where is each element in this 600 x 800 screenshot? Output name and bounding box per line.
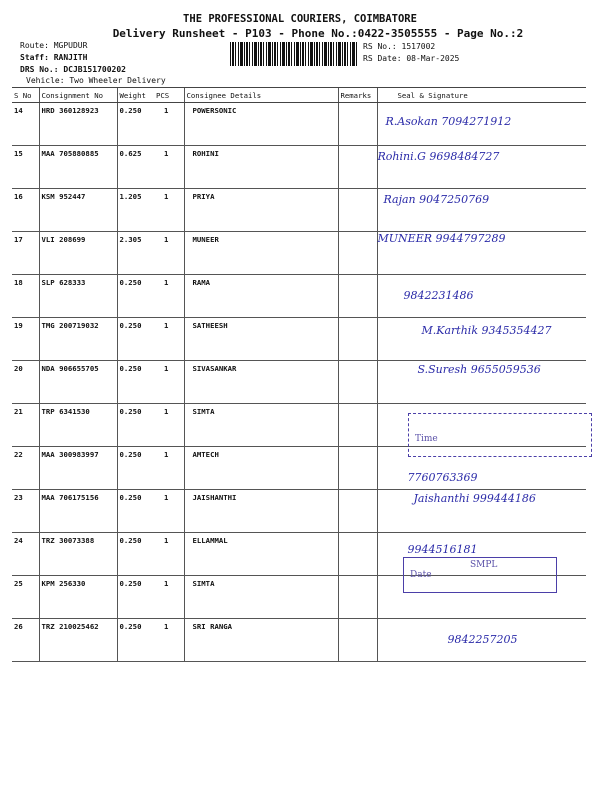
consignment-cell: TRP 6341530 [39, 404, 117, 447]
seal-signature-cell [377, 189, 586, 232]
seal-signature-cell [377, 361, 586, 404]
pcs-cell: 1 [154, 490, 184, 533]
pcs-cell: 1 [154, 576, 184, 619]
col-weight: Weight [117, 88, 154, 103]
pcs-cell: 1 [154, 275, 184, 318]
consignment-cell: KPM 256330 [39, 576, 117, 619]
consignee-cell: SIMTA [184, 404, 338, 447]
col-seal-signature: Seal & Signature [377, 88, 586, 103]
weight-cell: 0.250 [117, 318, 154, 361]
handwritten-signature: MUNEER 9944797289 [377, 232, 506, 245]
consignee-cell: JAISHANTHI [184, 490, 338, 533]
remarks-cell [338, 103, 377, 146]
seal-signature-cell [377, 318, 586, 361]
stamp-smpl-label: SMPL [470, 560, 498, 570]
table-row [12, 146, 586, 189]
pcs-cell: 1 [154, 189, 184, 232]
pcs-cell: 1 [154, 146, 184, 189]
pcs-cell: 1 [154, 533, 184, 576]
table-row [12, 318, 586, 361]
sno-cell: 15 [12, 146, 39, 189]
consignee-cell: AMTECH [184, 447, 338, 490]
sno-cell: 21 [12, 404, 39, 447]
col-consignee: Consignee Details [184, 88, 338, 103]
sno-cell: 17 [12, 232, 39, 275]
consignee-cell: PRIYA [184, 189, 338, 232]
consignment-cell: MAA 300983997 [39, 447, 117, 490]
weight-cell: 0.250 [117, 404, 154, 447]
seal-signature-cell [377, 619, 586, 662]
table-row [12, 619, 586, 662]
remarks-cell [338, 619, 377, 662]
seal-signature-cell [377, 275, 586, 318]
runsheet-subtitle: Delivery Runsheet - P103 - Phone No.:0422-3505555 - Page No.:2 [112, 27, 524, 40]
consignment-cell: TMG 200719032 [39, 318, 117, 361]
handwritten-signature: 9944516181 [407, 543, 478, 556]
weight-cell: 2.305 [117, 232, 154, 275]
consignment-cell: TRZ 210025462 [39, 619, 117, 662]
consignee-cell: RAMA [184, 275, 338, 318]
sno-cell: 19 [12, 318, 39, 361]
weight-cell: 0.625 [117, 146, 154, 189]
remarks-cell [338, 533, 377, 576]
time-stamp [408, 413, 592, 457]
table-row [12, 103, 586, 146]
pcs-cell: 1 [154, 318, 184, 361]
date-stamp [403, 557, 557, 593]
weight-cell: 0.250 [117, 576, 154, 619]
handwritten-signature: S.Suresh 9655059536 [417, 363, 541, 376]
table-row [12, 275, 586, 318]
remarks-cell [338, 404, 377, 447]
weight-cell: 0.250 [117, 361, 154, 404]
weight-cell: 0.250 [117, 275, 154, 318]
weight-cell: 0.250 [117, 447, 154, 490]
consignee-cell: SIMTA [184, 576, 338, 619]
consignment-cell: MAA 705880885 [39, 146, 117, 189]
consignment-cell: NDA 906655705 [39, 361, 117, 404]
remarks-cell [338, 318, 377, 361]
consignment-cell: HRD 360128923 [39, 103, 117, 146]
seal-signature-cell [377, 103, 586, 146]
handwritten-signature: R.Asokan 7094271912 [385, 115, 512, 128]
consignee-cell: SATHEESH [184, 318, 338, 361]
remarks-cell [338, 146, 377, 189]
sno-cell: 24 [12, 533, 39, 576]
remarks-cell [338, 576, 377, 619]
sno-cell: 26 [12, 619, 39, 662]
weight-cell: 0.250 [117, 103, 154, 146]
weight-cell: 0.250 [117, 490, 154, 533]
consignment-cell: SLP 628333 [39, 275, 117, 318]
pcs-cell: 1 [154, 404, 184, 447]
company-title: THE PROFESSIONAL COURIERS, COIMBATORE [183, 13, 417, 25]
handwritten-signature: M.Karthik 9345354427 [421, 324, 552, 337]
table-row [12, 189, 586, 232]
stamp-time-label: Time [415, 434, 438, 444]
table-header-row [12, 88, 586, 103]
sno-cell: 22 [12, 447, 39, 490]
pcs-cell: 1 [154, 232, 184, 275]
sno-cell: 14 [12, 103, 39, 146]
consignment-cell: KSM 952447 [39, 189, 117, 232]
remarks-cell [338, 447, 377, 490]
pcs-cell: 1 [154, 361, 184, 404]
seal-signature-cell [377, 232, 586, 275]
consignee-cell: ROHINI [184, 146, 338, 189]
consignee-cell: ELLAMMAL [184, 533, 338, 576]
remarks-cell [338, 361, 377, 404]
sno-cell: 16 [12, 189, 39, 232]
consignment-cell: VLI 208699 [39, 232, 117, 275]
handwritten-signature: Rohini.G 9698484727 [377, 150, 500, 163]
remarks-cell [338, 232, 377, 275]
consignment-cell: MAA 706175156 [39, 490, 117, 533]
handwritten-signature: Jaishanthi 999444186 [413, 492, 536, 505]
consignee-cell: POWERSONIC [184, 103, 338, 146]
route: Route: MGPUDUR [20, 41, 88, 50]
weight-cell: 0.250 [117, 533, 154, 576]
consignee-cell: SIVASANKAR [184, 361, 338, 404]
col-remarks: Remarks [338, 88, 377, 103]
sno-cell: 20 [12, 361, 39, 404]
table-row [12, 232, 586, 275]
remarks-cell [338, 189, 377, 232]
drs-number: DRS No.: DCJB151700202 [20, 65, 126, 74]
col-consignment: Consignment No [39, 88, 117, 103]
pcs-cell: 1 [154, 447, 184, 490]
weight-cell: 0.250 [117, 619, 154, 662]
sno-cell: 25 [12, 576, 39, 619]
remarks-cell [338, 275, 377, 318]
consignee-cell: MUNEER [184, 232, 338, 275]
sno-cell: 23 [12, 490, 39, 533]
pcs-cell: 1 [154, 619, 184, 662]
handwritten-signature: Rajan 9047250769 [383, 193, 490, 206]
weight-cell: 1.205 [117, 189, 154, 232]
consignment-cell: TRZ 30073388 [39, 533, 117, 576]
rs-date: RS Date: 08-Mar-2025 [363, 54, 460, 63]
staff: Staff: RANJITH [20, 53, 88, 62]
stamp-date-label: Date [410, 570, 432, 580]
seal-signature-cell [377, 146, 586, 189]
vehicle: Vehicle: Two Wheeler Delivery [26, 76, 166, 85]
handwritten-signature: 7760763369 [407, 471, 478, 484]
seal-signature-cell [377, 490, 586, 533]
barcode [230, 42, 358, 66]
table-row [12, 361, 586, 404]
remarks-cell [338, 490, 377, 533]
rs-number: RS No.: 1517002 [363, 42, 436, 51]
col-pcs: PCS [154, 88, 184, 103]
pcs-cell: 1 [154, 103, 184, 146]
handwritten-signature: 9842257205 [447, 633, 518, 646]
col-sno: S No [12, 88, 39, 103]
table-row [12, 490, 586, 533]
consignee-cell: SRI RANGA [184, 619, 338, 662]
sno-cell: 18 [12, 275, 39, 318]
handwritten-signature: 9842231486 [403, 289, 474, 302]
